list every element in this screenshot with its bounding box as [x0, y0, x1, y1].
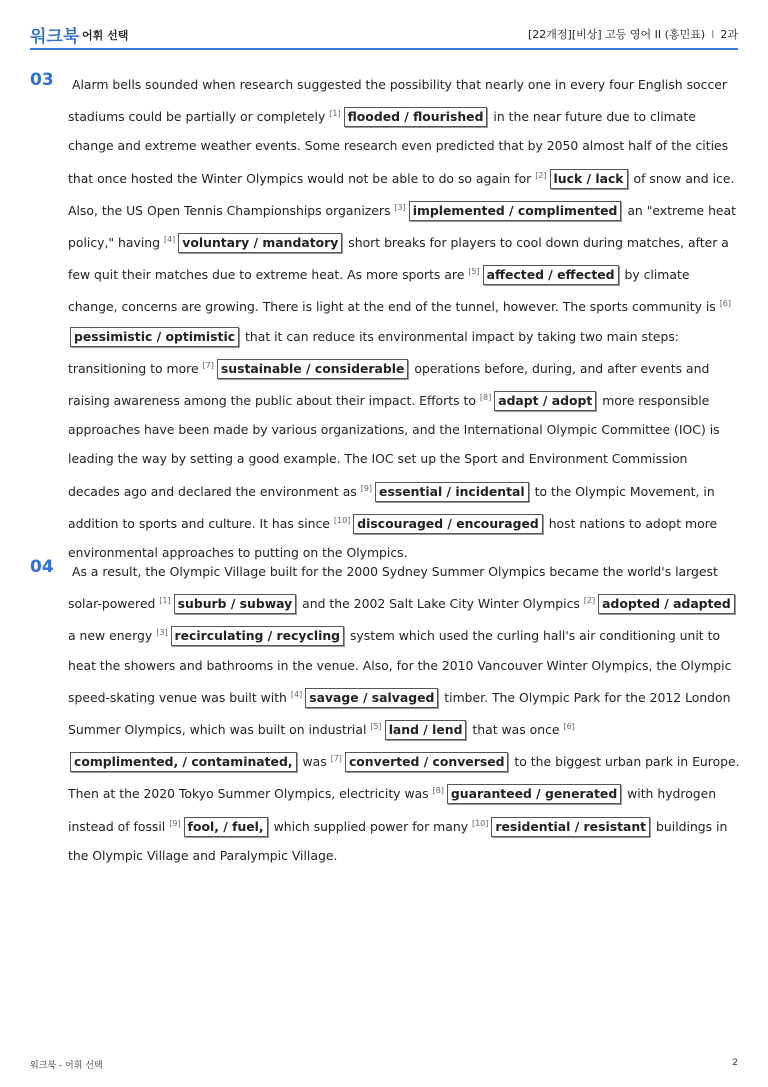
vocab-choice-box[interactable]: guaranteed / generated — [447, 784, 621, 804]
vocab-choice-box[interactable]: flooded / flourished — [344, 107, 488, 127]
paragraph-text: a new energy — [68, 628, 157, 644]
paragraph-text: system which used the curling hall's air conditioning unit to heat the showers and bathrooms in the venue. Also, for the 2010 Vancouver Winter Olympics, the Olympic speed-skating venue was built with — [68, 628, 732, 705]
vocab-choice-box[interactable]: adapt / adopt — [494, 391, 596, 411]
paragraph-text: host nations to adopt more environmental approaches to putting on the Olympics. — [68, 515, 718, 561]
vocab-choice-box[interactable]: converted / conversed — [345, 752, 509, 772]
header-separator: I — [711, 28, 715, 41]
question-number: [7] — [330, 754, 342, 764]
section-number: 03 — [30, 70, 54, 90]
paragraph-text: and the 2002 Salt Lake City Winter Olympics — [298, 596, 584, 612]
question-number: [10] — [333, 515, 351, 525]
vocab-choice-box[interactable]: voluntary / mandatory — [178, 233, 342, 253]
paragraph-text: with hydrogen instead of fossil — [68, 786, 717, 834]
question-number: [6] — [563, 722, 575, 732]
question-number: [9] — [169, 818, 181, 828]
vocab-choice-box[interactable]: adopted / adapted — [598, 594, 735, 614]
vocab-choice-box[interactable]: discouraged / encouraged — [353, 514, 542, 534]
section-paragraph — [68, 557, 742, 870]
vocab-choice-box[interactable]: essential / incidental — [375, 482, 529, 502]
vocab-choice-box[interactable]: luck / lack — [550, 169, 628, 189]
section-number: 04 — [30, 557, 54, 577]
question-number: [7] — [202, 360, 214, 370]
vocab-choice-box[interactable]: land / lend — [385, 720, 467, 740]
paragraph-text: which supplied power for many — [269, 818, 472, 834]
question-number: [1] — [159, 596, 171, 606]
question-number: [1] — [329, 109, 341, 119]
paragraph-text: short breaks for players to cool down during matches, after a few quit their matches due to extreme heat. As more sports are — [68, 235, 729, 283]
course-info — [528, 26, 738, 42]
question-number: [8] — [479, 393, 492, 403]
brand-title: 워크북 — [30, 27, 80, 47]
brand-subtitle: 어휘 선택 — [82, 29, 129, 42]
question-number: [8] — [432, 786, 444, 796]
section-paragraph — [68, 70, 742, 567]
question-number: [2] — [535, 170, 547, 180]
vocab-choice-box[interactable]: complimented, / contaminated, — [70, 752, 297, 772]
question-number: [3] — [394, 202, 406, 212]
paragraph-text: to the Olympic Movement, in addition to sports and culture. It has since — [68, 483, 715, 531]
paragraph-text: operations before, during, and after events and raising awareness among the public about their impact. Efforts to — [68, 360, 710, 409]
paragraph-text: that was once — [468, 722, 564, 738]
page-header — [30, 18, 738, 50]
paragraph-text: by climate change, concerns are growing. There is light at the end of the tunnel, however. The sports community is — [68, 267, 720, 315]
question-number: [4] — [290, 689, 303, 699]
paragraph-text: in the near future due to climate change and extreme weather events. Some research even predicted that by 2050 almost half of the cities that once hosted the Winter Olympics would not be able to do so again for — [68, 109, 729, 186]
paragraph-text: As a result, the Olympic Village built for the 2000 Sydney Summer Olympics became the world's largest solar-powered — [68, 564, 718, 612]
question-number: [3] — [156, 628, 168, 638]
vocab-choice-box[interactable]: suburb / subway — [174, 594, 297, 614]
paragraph-text: to the biggest urban park in Europe. Then at the 2020 Tokyo Summer Olympics, electricity was — [68, 754, 740, 802]
lesson-label: 2과 — [720, 28, 738, 41]
vocab-choice-box[interactable]: sustainable / considerable — [217, 359, 409, 379]
question-number: [9] — [360, 483, 373, 493]
paragraph-text: timber. The Olympic Park for the 2012 London Summer Olympics, which was built on industrial — [68, 689, 731, 738]
question-number: [2] — [583, 596, 596, 606]
page-number: 2 — [732, 1058, 738, 1068]
vocab-choice-box[interactable]: recirculating / recycling — [171, 626, 344, 646]
paragraph-text: that it can reduce its environmental impact by taking two main steps: transitioning to more — [68, 328, 679, 376]
vocab-choice-box[interactable]: savage / salvaged — [305, 688, 438, 708]
paragraph-text: Alarm bells sounded when research suggested the possibility that nearly one in every four English soccer stadiums could be partially or completely — [68, 77, 727, 125]
paragraph-text: an "extreme heat policy," having — [68, 202, 736, 251]
question-number: [4] — [163, 235, 176, 245]
vocab-choice-box[interactable]: pessimistic / optimistic — [70, 327, 239, 347]
question-number: [5] — [370, 722, 382, 732]
vocab-choice-box[interactable]: residential / resistant — [491, 817, 650, 837]
paragraph-text: of snow and ice. Also, the US Open Tennis Championships organizers — [68, 170, 735, 218]
course-name: [22개정][비상] 고등 영어 II (홍민표) — [528, 28, 706, 41]
question-number: [6] — [719, 299, 732, 309]
paragraph-text: more responsible approaches have been made by various organizations, and the International Olympic Committee (IOC) is leading the way by setting a good example. The IOC set up the Sport and Environment Commission decades ago and declared the environment as — [68, 393, 720, 499]
paragraph-text: buildings in the Olympic Village and Paralympic Village. — [68, 818, 728, 863]
question-number: [10] — [471, 818, 489, 828]
vocab-choice-box[interactable]: fool, / fuel, — [184, 817, 268, 837]
vocab-choice-box[interactable]: affected / effected — [483, 265, 619, 285]
question-number: [5] — [468, 267, 480, 277]
paragraph-text: was — [298, 754, 331, 770]
vocab-choice-box[interactable]: implemented / complimented — [409, 201, 622, 221]
footer-label: 워크북 - 어휘 선택 — [30, 1061, 103, 1071]
